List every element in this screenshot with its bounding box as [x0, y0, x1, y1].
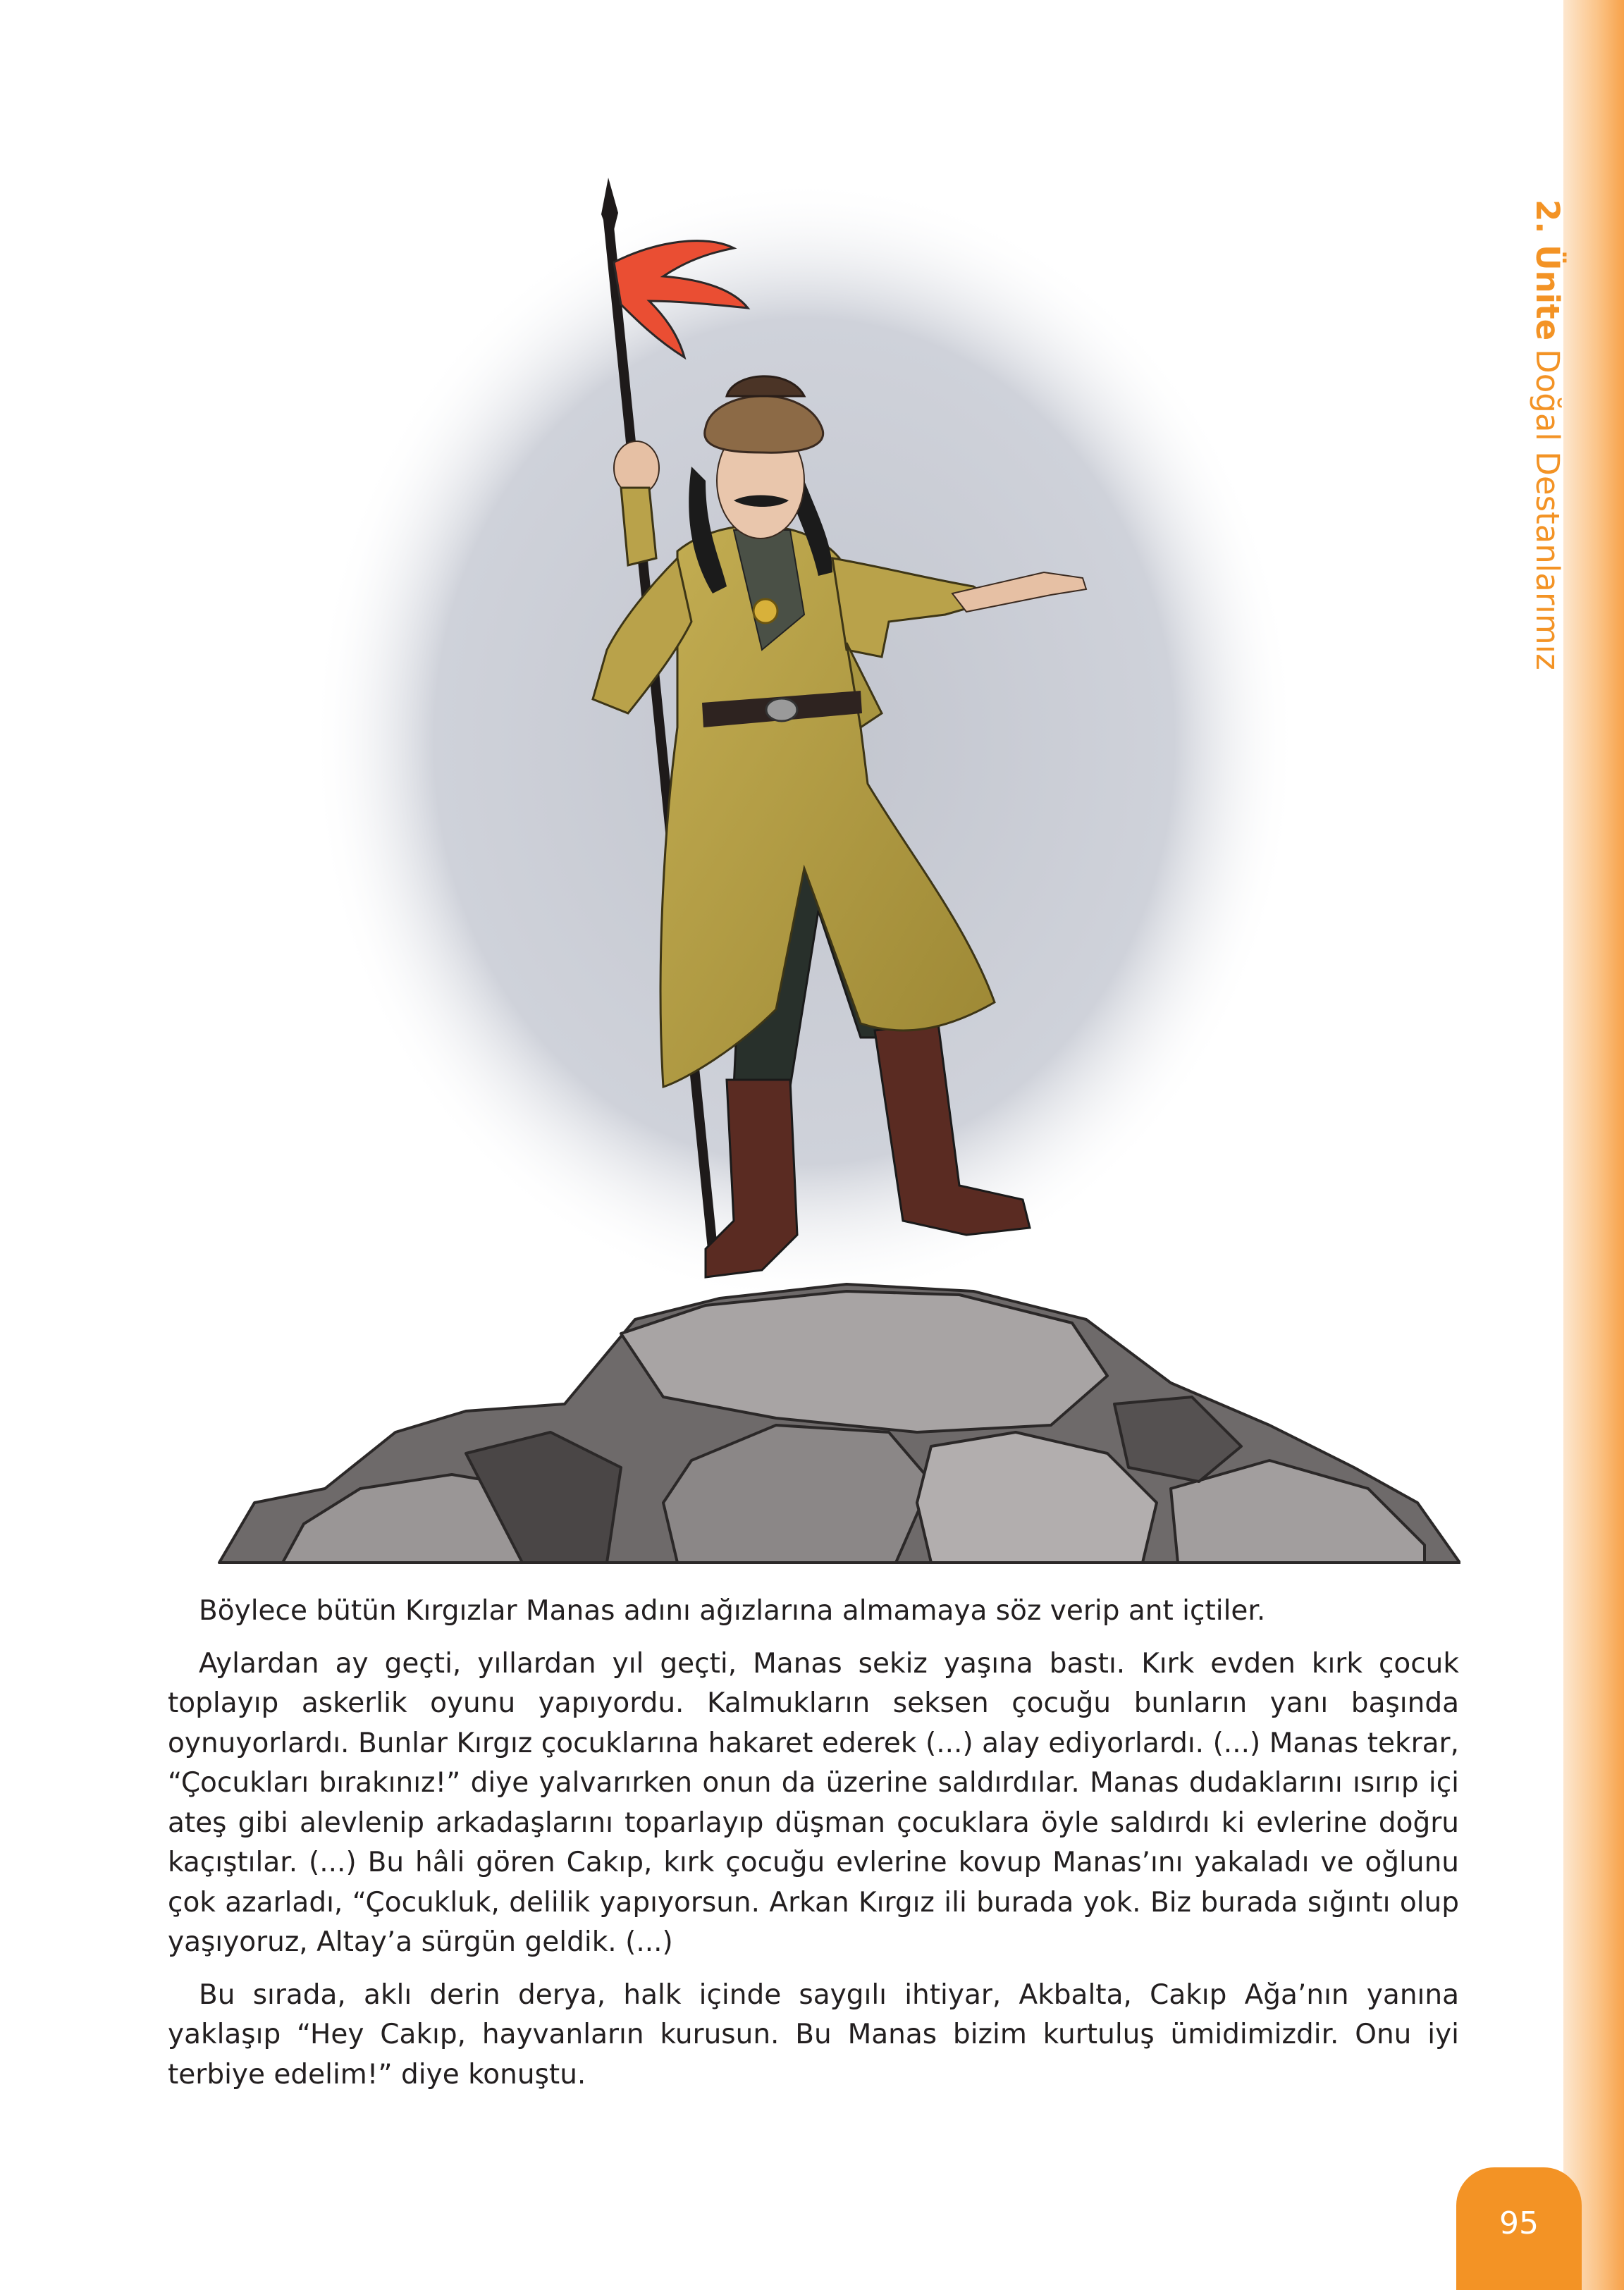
- paragraph-3: Bu sırada, aklı derin derya, halk içinde saygılı ihtiyar, Akbalta, Cakıp Ağa’nın yanına yaklaşıp “Hey Cakıp, hayvanların kurusun. Bu Manas bizim kurtuluş ümidimizdir. Onu iyi terbiye edelim!” diye konuştu.: [168, 1978, 1459, 2091]
- rocks: [219, 1284, 1460, 1563]
- paragraph-1: Böylece bütün Kırgızlar Manas adını ağızlarına almamaya söz verip ant içtiler.: [199, 1595, 1266, 1627]
- paragraph-2: Aylardan ay geçti, yıllardan yıl geçti, Manas sekiz yaşına bastı. Kırk evden kırk çocuk toplayıp askerlik oyunu yapıyordu. Kalmukların seksen çocuğu bunların yanı başında oynuyorlardı. Bunlar Kırgız çocuklarına hakaret ederek (...) alay ediyorlardı. (...) Manas tekrar, “Çocukları bırakınız!” diye yalvarırken onun da üzerine saldırdılar. Manas dudaklarını ısırıp içi ateş gibi alevlenip arkadaşlarını toparlayıp düşman çocuklara öyle saldırdı ki evlerine doğru kaçıştılar. (...) Bu hâli gören Cakıp, kırk çocuğu evlerine kovup Manas’ını yakaladı ve oğlunu çok azarladı, “Çocukluk, delilik yapıyorsun. Arkan Kırgız ili burada yok. Biz burada sığıntı olup yaşıyoruz, Altay’a sürgün geldik. (...): [168, 1647, 1459, 1958]
- unit-label: [1529, 199, 1566, 670]
- page-number: 95: [1499, 2205, 1539, 2241]
- side-color-band: [1563, 0, 1624, 2290]
- story-text: [168, 1592, 1459, 2107]
- unit-number: 2. Ünite: [1529, 199, 1566, 341]
- unit-title: Doğal Destanlarımız: [1529, 349, 1566, 670]
- manas-warrior-illustration: [170, 164, 1460, 1566]
